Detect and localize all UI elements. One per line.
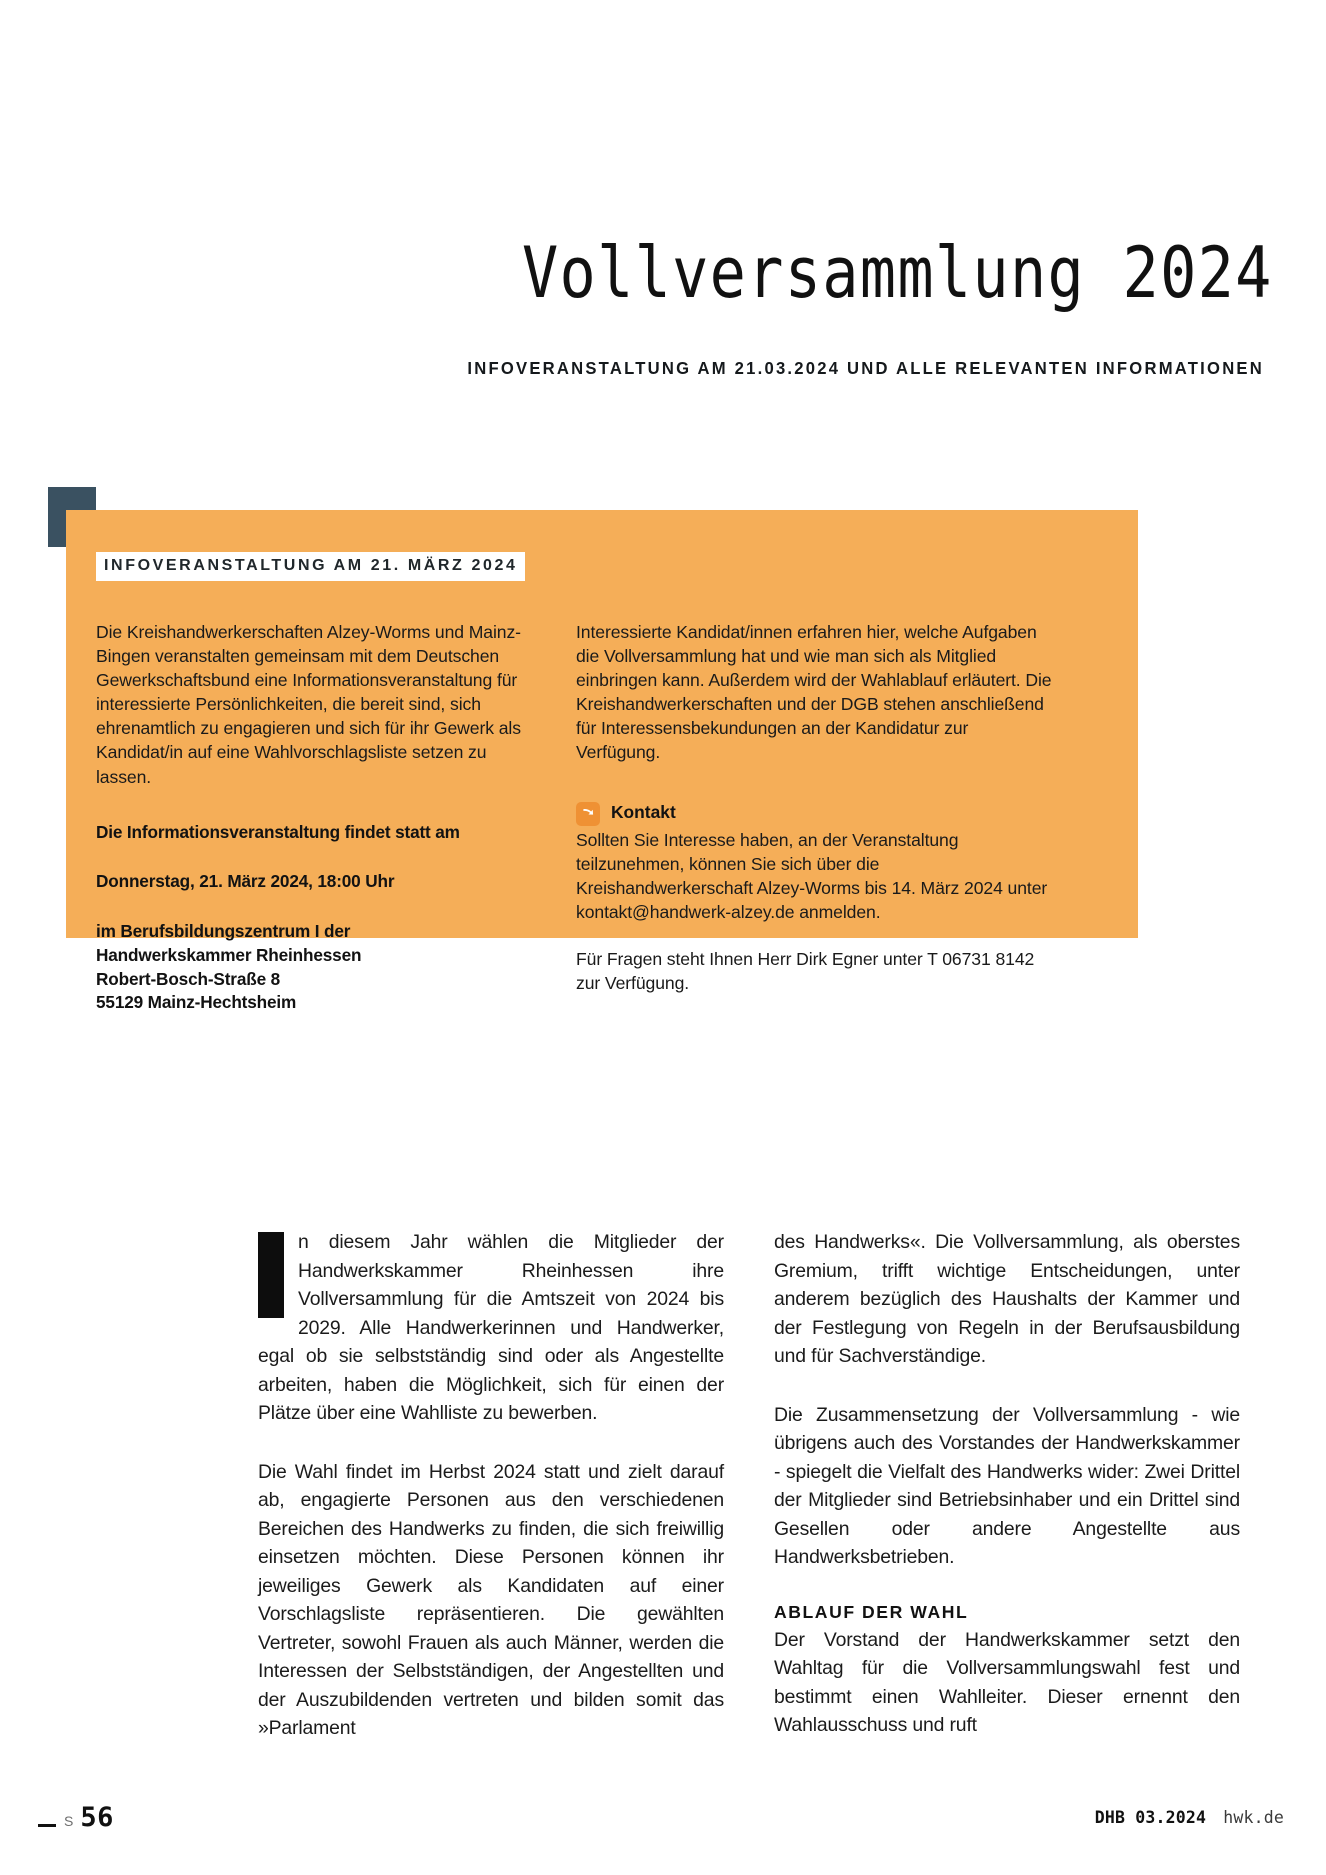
article-body xyxy=(258,1228,1240,1743)
article-left-paragraph-1 xyxy=(258,1228,724,1428)
footer-left xyxy=(38,1802,114,1833)
page-subtitle: INFOVERANSTALTUNG AM 21.03.2024 UND ALLE RELEVANTEN INFORMATIONEN xyxy=(467,358,1264,378)
spacer xyxy=(96,894,526,920)
info-panel xyxy=(66,510,1138,1013)
contact-paragraph-1: Sollten Sie Interesse haben, an der Veranstaltung teilzunehmen, können Sie sich über die Kreishandwerkerschaft Alzey-Worms bis 14. März 2024 unter kontakt@handwerk-alzey.de anmelden. xyxy=(576,829,1048,922)
contact-heading-row xyxy=(576,801,1056,826)
venue-line-4: 55129 Mainz-Hechtsheim xyxy=(96,992,297,1013)
event-datetime: Donnerstag, 21. März 2024, 18:00 Uhr xyxy=(96,871,395,892)
panel-left-paragraph: Die Kreishandwerkerschaften Alzey-Worms und Mainz-Bingen veranstalten gemeinsam mit dem Deutschen Gewerkschaftsbund eine Informationsveranstaltung für interessierte Persönlichkeiten, die bereit sind, sich ehrenamtlich zu engagieren und sich für ihr Gewerk als Kandidat/in auf eine Wahlvorschlagsliste setzen zu lassen. xyxy=(96,622,521,787)
footer-page-number: 56 xyxy=(80,1802,114,1833)
event-intro: Die Informationsveranstaltung findet statt am xyxy=(96,821,460,842)
panel-column-left xyxy=(96,620,526,1015)
page-title: Vollversammlung 2024 xyxy=(522,232,1273,314)
drop-cap xyxy=(258,1232,284,1318)
panel-columns xyxy=(96,620,1108,1015)
contact-block xyxy=(576,801,1056,996)
spacer xyxy=(96,844,526,870)
footer-rule-decoration xyxy=(38,1824,56,1827)
footer-website-label[interactable]: hwk.de xyxy=(1223,1808,1284,1827)
venue-line-3: Robert-Bosch-Straße 8 xyxy=(96,968,281,989)
article-right-paragraph-3: Der Vorstand der Handwerkskammer setzt den Wahltag für die Vollversammlungswahl fest und bestimmt einen Wahlleiter. Dieser ernennt den Wahlausschuss und ruft xyxy=(774,1628,1240,1737)
article-right-paragraph-1: des Handwerks«. Die Vollversammlung, als oberstes Gremium, trifft wichtige Entscheidungen, unter anderem bezüglich des Haushalts der Kammer und der Festlegung von Regeln in der Berufsausbildung und für Sachverständige. xyxy=(774,1231,1240,1368)
article-column-left xyxy=(258,1228,724,1743)
event-details-block xyxy=(96,821,526,1015)
footer-section-marker: S xyxy=(64,1813,74,1829)
contact-paragraph-2: Für Fragen steht Ihnen Herr Dirk Egner unter T 06731 8142 zur Verfügung. xyxy=(576,948,1035,994)
panel-column-right xyxy=(576,620,1056,1015)
article-column-right xyxy=(774,1228,1240,1743)
footer-right xyxy=(1095,1808,1284,1827)
contact-body xyxy=(576,828,1056,996)
venue-line-1: im Berufsbildungszentrum I der xyxy=(96,921,351,942)
spacer xyxy=(576,924,1056,947)
article-left-paragraph-1-text: n diesem Jahr wählen die Mitglieder der Handwerkskammer Rheinhessen ihre Vollversammlung für die Amtszeit von 2024 bis 2029. Alle Handwerkerinnen und Handwerker, egal ob sie selbstständig sind oder als Angestellte arbeiten, haben die Möglichkeit, sich für einen der Plätze über eine Wahlliste zu bewerben. xyxy=(258,1231,724,1425)
panel-badge: INFOVERANSTALTUNG AM 21. MÄRZ 2024 xyxy=(96,552,525,581)
contact-title: Kontakt xyxy=(611,801,676,822)
footer-issue-label: DHB 03.2024 xyxy=(1094,1808,1207,1827)
venue-line-2: Handwerkskammer Rheinhessen xyxy=(96,944,362,965)
article-left-paragraph-2: Die Wahl findet im Herbst 2024 statt und zielt darauf ab, engagierte Personen aus den verschiedenen Bereichen des Handwerks zu finden, die sich freiwillig einsetzen möchten. Diese Personen können ihr jeweiliges Gewerk als Kandidaten auf einer Vorschlagsliste repräsentieren. Die gewählten Vertreter, sowohl Frauen als auch Männer, werden die Interessen der Selbstständigen, der Angestellten und der Auszubildenden vertreten und bilden somit das »Parlament xyxy=(258,1460,724,1740)
arrow-pointer-icon xyxy=(576,802,600,826)
article-right-paragraph-2: Die Zusammensetzung der Vollversammlung - wie übrigens auch des Vorstandes der Handwerkskammer - spiegelt die Vielfalt des Handwerks wider: Zwei Drittel der Mitglieder sind Betriebsinhaber und ein Drittel sind Gesellen oder andere Angestellte aus Handwerksbetrieben. xyxy=(774,1403,1240,1569)
panel-right-paragraph: Interessierte Kandidat/innen erfahren hier, welche Aufgaben die Vollversammlung hat und wie man sich als Mitglied einbringen kann. Außerdem wird der Wahlablauf erläutert. Die Kreishandwerkerschaften und der DGB stehen anschließend für Interessensbekundungen an der Kandidatur zur Verfügung. xyxy=(576,622,1052,763)
section-heading-ablauf-der-wahl: ABLAUF DER WAHL xyxy=(774,1601,969,1622)
